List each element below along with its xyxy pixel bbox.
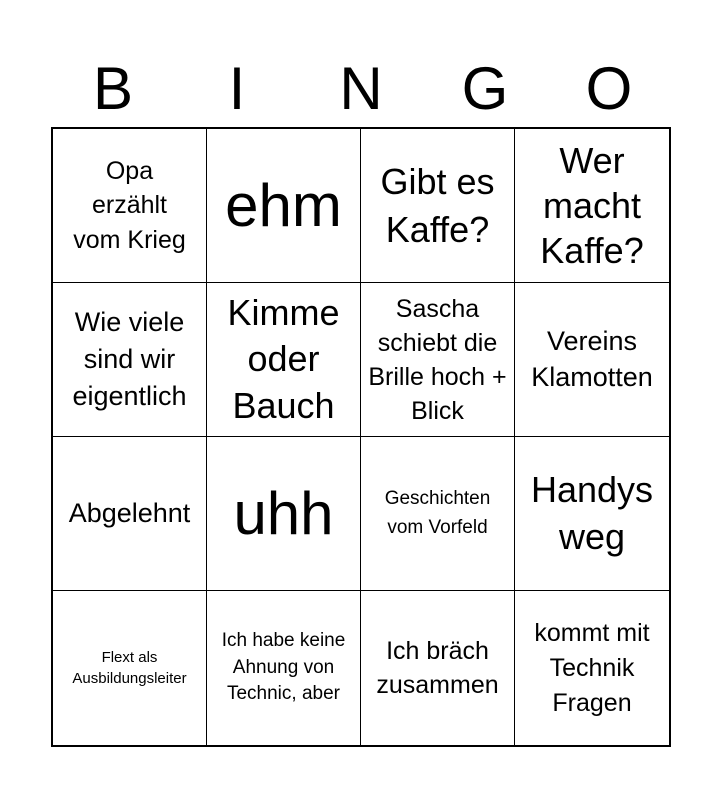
- cell-label: Vereins Klamotten: [531, 325, 653, 392]
- header-letter-b: B: [92, 55, 134, 122]
- bingo-cell[interactable]: [53, 129, 207, 283]
- bingo-cell[interactable]: [53, 591, 207, 745]
- cell-label: Geschichten vom Vorfeld: [384, 488, 491, 538]
- cell-label: Sascha schiebt die Brille hoch + Blick: [368, 294, 507, 425]
- bingo-cell[interactable]: [207, 591, 361, 745]
- bingo-cell[interactable]: [515, 437, 669, 591]
- bingo-cell[interactable]: [207, 129, 361, 283]
- cell-label: kommt mit Technik Fragen: [534, 618, 650, 717]
- cell-label: Flext als Ausbildungsleiter: [72, 649, 187, 687]
- bingo-cell[interactable]: [53, 283, 207, 437]
- bingo-cell[interactable]: [361, 129, 515, 283]
- cell-label: Ich habe keine Ahnung von Technic, aber: [221, 630, 346, 705]
- bingo-cell[interactable]: [515, 283, 669, 437]
- cell-label: uhh: [233, 479, 334, 547]
- header-letter-i: I: [228, 55, 246, 122]
- cell-label: Handys weg: [530, 468, 654, 557]
- header-letter-o: O: [585, 55, 633, 122]
- header-letter-n: N: [339, 55, 383, 122]
- cell-label: Wie viele sind wir eigentlich: [72, 306, 187, 412]
- cell-label: ehm: [225, 171, 342, 239]
- bingo-cell[interactable]: [207, 437, 361, 591]
- cell-label: Kimme oder Bauch: [227, 292, 340, 426]
- bingo-cell[interactable]: [207, 283, 361, 437]
- cell-label: Opa erzählt vom Krieg: [73, 156, 186, 254]
- bingo-cell[interactable]: [361, 283, 515, 437]
- bingo-cell[interactable]: [361, 437, 515, 591]
- bingo-board: [51, 127, 671, 747]
- cell-label: Ich bräch zusammen: [376, 636, 499, 699]
- cell-label: Wer macht Kaffe?: [540, 140, 644, 271]
- bingo-cell[interactable]: [361, 591, 515, 745]
- cell-label: Abgelehnt: [68, 497, 191, 528]
- bingo-cell[interactable]: [53, 437, 207, 591]
- bingo-header: [51, 55, 671, 123]
- cell-label: Gibt es Kaffe?: [380, 160, 495, 250]
- bingo-cell[interactable]: [515, 591, 669, 745]
- header-letter-g: G: [461, 55, 509, 122]
- bingo-cell[interactable]: [515, 129, 669, 283]
